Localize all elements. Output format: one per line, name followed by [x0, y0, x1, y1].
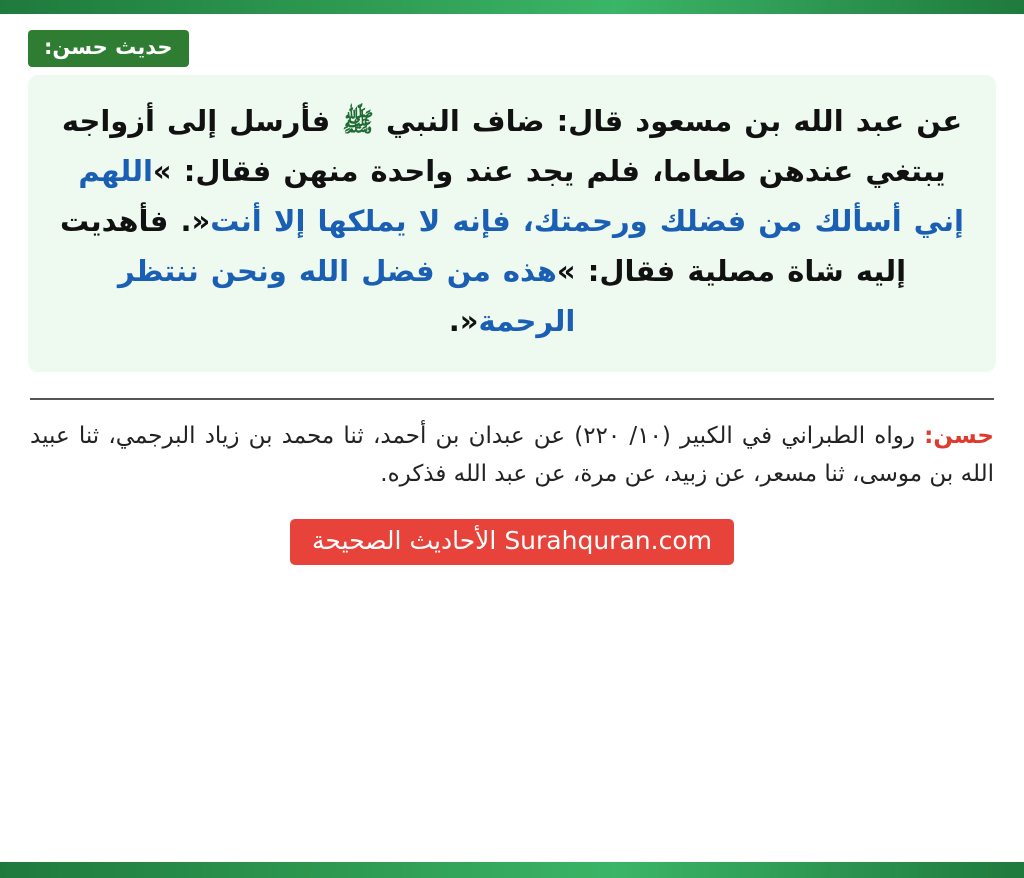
hadith-text	[58, 97, 966, 346]
hadith-part-2: فأرسل إلى أزواجه يبتغي عندهن طعاما، فلم يجد عند واحدة منهن فقال: »	[61, 104, 946, 188]
takhrij-grade-word: حسن:	[924, 423, 995, 450]
hadith-quote-1: اللهم إني أسألك من فضلك ورحمتك، فإنه لا يملكها إلا أنت	[78, 153, 964, 238]
collection-label: الأحاديث الصحيحة	[312, 525, 497, 555]
section-divider	[30, 398, 994, 400]
site-name: Surahquran.com	[504, 525, 712, 555]
takhrij-paragraph	[30, 418, 994, 493]
source-badge[interactable]	[290, 519, 734, 566]
card-content	[0, 14, 1024, 862]
hadith-box	[28, 75, 996, 372]
hadith-part-3: «. فأهديت إليه شاة مصلية فقال: »	[60, 203, 907, 288]
grade-tag-row	[28, 30, 996, 67]
takhrij-text: رواه الطبراني في الكبير (١٠/ ٢٢٠) عن عبدان بن أحمد، ثنا محمد بن زياد البرجمي، ثنا عبيد الله بن موسى، ثنا مسعر، عن زبيد، عن مرة، عن عبد الله فذكره.	[30, 423, 994, 487]
hadith-quote-2: هذه من فضل الله ونحن ننتظر الرحمة	[117, 253, 576, 338]
salla-allahu-alayhi-wasallam-icon: ﷺ	[342, 108, 374, 138]
top-decorative-bar	[0, 0, 1024, 14]
hadith-part-4: «.	[448, 303, 479, 338]
grade-badge: حديث حسن:	[28, 30, 189, 67]
footer-row	[28, 519, 996, 566]
hadith-part-1: عن عبد الله بن مسعود قال: ضاف النبي	[385, 104, 963, 138]
bottom-decorative-bar	[0, 862, 1024, 878]
